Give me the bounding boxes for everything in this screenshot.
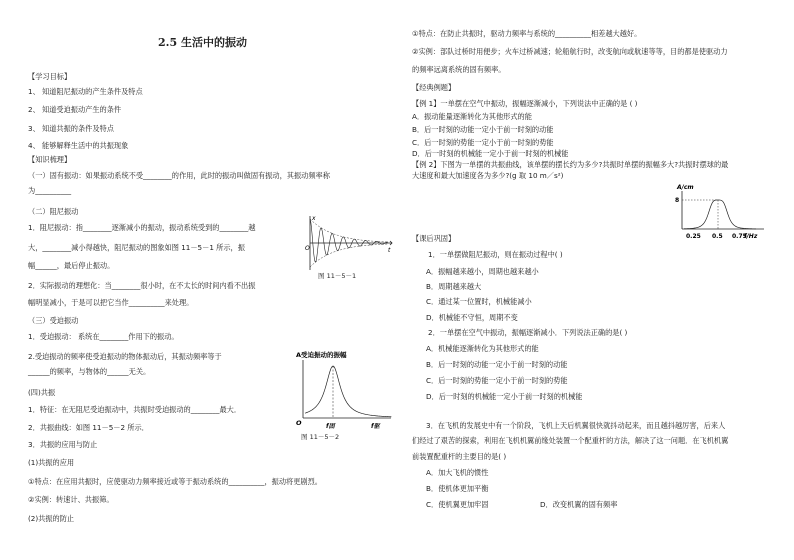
text-line: ②实例：转速计、共振筛。 bbox=[28, 495, 114, 504]
example2-resonance-graph bbox=[668, 183, 778, 245]
fig3-x-tick: 0.25 bbox=[686, 233, 701, 240]
fig3-y-tick: 8 bbox=[675, 197, 680, 204]
section-header: 【学习目标】 bbox=[28, 72, 72, 81]
text-line: ①特点：在防止共振时，驱动力频率与系统的__________相差越大越好。 bbox=[412, 29, 642, 38]
option: B．使机体更加平衡 bbox=[426, 484, 489, 493]
page-title: 2.5 生活中的振动 bbox=[158, 36, 247, 49]
question-text: 【例 1】一单摆在空气中振动，振幅逐渐减小，下列说法中正确的是 ( ) bbox=[412, 99, 638, 108]
text-line: 2．实际振动的理想化：当________很小时，在不太长的时间内看不出振 bbox=[28, 281, 256, 290]
option: D．机械能不守恒，周期不变 bbox=[426, 313, 518, 322]
option: A．振幅越来越小，周期也越来越小 bbox=[426, 267, 539, 276]
section-header: （二）阻尼振动 bbox=[28, 207, 79, 216]
text-line: ②实例：部队过桥时用便步；火车过桥减速；轮船航行时，改变航向或航速等等，目的都是使驱动力 bbox=[412, 47, 728, 56]
fig2-caption: 图 11－5－2 bbox=[301, 433, 340, 441]
option: D．后一时刻的机械能一定小于前一时刻的机械能 bbox=[426, 392, 583, 401]
example2-resonance-curve bbox=[684, 200, 756, 229]
text-line: 3．共振的应用与防止 bbox=[28, 440, 98, 449]
section-header: （三）受迫振动 bbox=[28, 316, 79, 325]
text-line: (1)共振的应用 bbox=[28, 458, 75, 467]
question-text: 【例 2】下图为一单摆的共振曲线，该单摆的摆长约为多少?共振时单摆的振幅多大?共振时摆球的最 bbox=[412, 160, 729, 169]
resonance-figure bbox=[295, 348, 395, 443]
envelope-bottom bbox=[310, 244, 388, 267]
fig1-origin: O bbox=[305, 245, 310, 252]
text-line: 幅______，最后停止振动。 bbox=[28, 261, 115, 270]
option: C．后一时刻的势能一定小于前一时刻的势能 bbox=[426, 376, 568, 385]
section-header: 【经典例题】 bbox=[412, 83, 456, 92]
section-header: 【知识梳理】 bbox=[28, 155, 72, 164]
question-text: 3．在飞机的发展史中有一个阶段，飞机上天后机翼很快就抖动起来，而且越抖越厉害，后来人 bbox=[426, 421, 726, 430]
text-line: 1．特征：在无阻尼受迫振动中，共振时受迫振动的________最大． bbox=[28, 405, 242, 414]
fig3-y-label: A/cm bbox=[677, 184, 694, 191]
list-item: 1、 知道阻尼振动的产生条件及特点 bbox=[28, 87, 143, 96]
option: B．后一时刻的动能一定小于前一时刻的动能 bbox=[426, 360, 568, 369]
list-item: 2、 知道受迫振动产生的条件 bbox=[28, 105, 122, 114]
question-text: 2．一单摆在空气中振动，振幅逐渐减小．下列说法正确的是( ) bbox=[428, 328, 628, 337]
option: D．后一时刻的机械能一定小于前一时刻的机械能 bbox=[412, 149, 569, 158]
resonance-graph bbox=[295, 348, 395, 443]
fig1-caption: 图 11－5－1 bbox=[318, 272, 357, 280]
text-line: 的频率远离系统的固有频率。 bbox=[412, 65, 506, 74]
envelope-top bbox=[310, 219, 388, 242]
text-line: 为__________ bbox=[28, 186, 72, 195]
question-text: 大速度和最大加速度各为多少?(g 取 10 m／s²) bbox=[412, 171, 564, 180]
question-text: 们经过了艰苦的探索，利用在飞机机翼前缘处装置一个配重杆的方法，解决了这一问题．在飞机机翼 bbox=[412, 436, 729, 445]
option: A．机械能逐渐转化为其他形式的能 bbox=[426, 344, 539, 353]
fig2-origin: O bbox=[296, 419, 302, 427]
example2-resonance-figure bbox=[668, 183, 778, 245]
fig2-tick1: f固 bbox=[326, 423, 335, 430]
list-item: 3、 知道共振的条件及特点 bbox=[28, 124, 114, 133]
text-line: ①特点：在应用共振时，应使驱动力频率接近或等于振动系统的__________，振动将更剧烈。 bbox=[28, 477, 322, 486]
option: D．改变机翼的固有频率 bbox=[540, 500, 618, 509]
text-line: (2)共振的防止 bbox=[28, 514, 75, 523]
resonance-curve bbox=[305, 366, 391, 417]
text-line: 1．阻尼振动：指________逐渐减小的振动，振动系统受到的________越 bbox=[28, 223, 256, 232]
text-line: 1．受迫振动： 系统在________作用下的振动。 bbox=[28, 332, 179, 341]
text-line: 2．共振曲线：如图 11－5－2 所示． bbox=[28, 423, 149, 432]
section-header: 【课后巩固】 bbox=[412, 234, 456, 243]
option: A．加大飞机的惯性 bbox=[426, 468, 489, 477]
damped-curve bbox=[310, 219, 388, 262]
fig3-x-tick: 0.75 bbox=[732, 233, 747, 240]
fig3-x-tick: 0.5 bbox=[712, 233, 723, 240]
text-line: （一）固有振动：如果振动系统不受________的作用，此时的振动叫做固有振动，其振动频率称 bbox=[28, 171, 330, 180]
option: C．通过某一位置时，机械能减小 bbox=[426, 297, 532, 306]
fig3-x-label: f/Hz bbox=[744, 233, 758, 240]
section-header: (四)共振 bbox=[28, 388, 56, 397]
option: C．后一时刻的势能一定小于前一时刻的势能 bbox=[412, 138, 554, 147]
text-line: 2.受迫振动的频率使受迫振动的物体振动后，其振动频率等于 bbox=[28, 352, 222, 361]
option: C．使机翼更加牢固 bbox=[426, 500, 489, 509]
fig2-title: A受迫振动的振幅 bbox=[296, 351, 347, 359]
damped-oscillation-figure bbox=[304, 212, 396, 284]
fig1-x-label: t bbox=[388, 247, 391, 254]
text-line: ______的频率，与物体的______无关。 bbox=[28, 367, 151, 376]
fig1-y-label: x bbox=[312, 215, 316, 222]
question-text: 1．一单摆做阻尼振动，则在振动过程中( ) bbox=[428, 250, 563, 259]
option: B．周期越来越大 bbox=[426, 282, 482, 291]
question-text: 前装置配重杆的主要目的是( ) bbox=[412, 452, 507, 461]
option: A．振动能量逐渐转化为其他形式的能 bbox=[412, 112, 532, 121]
text-line: 幅明显减小，于是可以把它当作__________来处理。 bbox=[28, 298, 194, 307]
text-line: 大，________减小得越快，阻尼振动的图象如图 11－5－1 所示，振 bbox=[28, 243, 245, 252]
fig2-tick2: f驱 bbox=[371, 423, 380, 430]
option: B．后一时刻的动能一定小于前一时刻的动能 bbox=[412, 125, 554, 134]
list-item: 4、 能够解释生活中的共振现象 bbox=[28, 141, 129, 150]
